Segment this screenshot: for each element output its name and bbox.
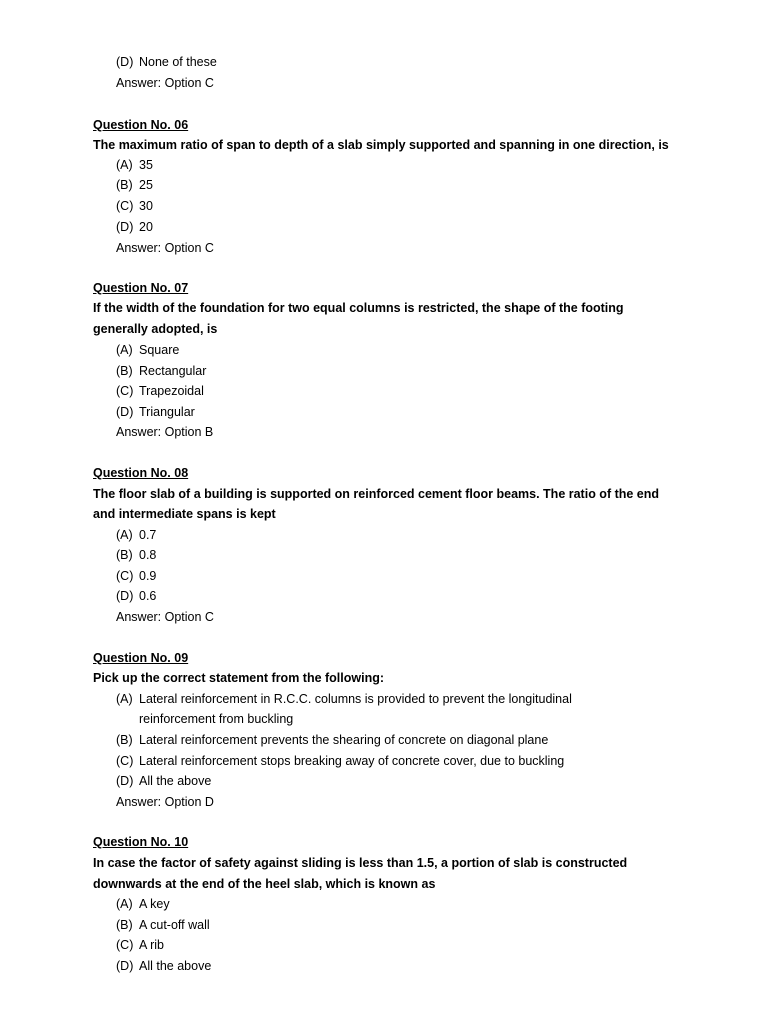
option-b: (B) 25 [116, 178, 153, 192]
answer-text: Answer: Option C [116, 241, 214, 255]
answer-text: Answer: Option C [116, 610, 214, 624]
option-b: (B) 0.8 [116, 548, 157, 562]
option-a: (A) 0.7 [116, 528, 157, 542]
question-heading: Question No. 09 [93, 651, 189, 665]
question-text: Pick up the correct statement from the following: [93, 671, 385, 685]
option-d: (D) None of these [116, 55, 217, 69]
option-d: (D) All the above [116, 959, 212, 973]
question-heading: Question No. 07 [93, 281, 189, 295]
question-text: and intermediate spans is kept [93, 507, 276, 521]
option-a: (A) Lateral reinforcement in R.C.C. columns is provided to prevent the longitudinal [116, 692, 572, 706]
answer-text: Answer: Option B [116, 425, 214, 439]
option-d: (D) 20 [116, 220, 153, 234]
question-heading: Question No. 08 [93, 466, 189, 480]
option-a: (A) 35 [116, 158, 153, 172]
question-text: downwards at the end of the heel slab, which is known as [93, 877, 436, 891]
option-b: (B) Lateral reinforcement prevents the shearing of concrete on diagonal plane [116, 733, 549, 747]
option-c: (C) 0.9 [116, 569, 157, 583]
option-b: (B) Rectangular [116, 364, 207, 378]
question-text: generally adopted, is [93, 322, 218, 336]
question-text: If the width of the foundation for two equal columns is restricted, the shape of the footing [93, 301, 624, 315]
option-c: (C) Lateral reinforcement stops breaking away of concrete cover, due to buckling [116, 754, 565, 768]
question-text: The maximum ratio of span to depth of a slab simply supported and spanning in one direction, is [93, 138, 669, 152]
answer-text: Answer: Option D [116, 795, 214, 809]
option-d: (D) Triangular [116, 405, 195, 419]
option-c: (C) 30 [116, 199, 153, 213]
option-a: (A) Square [116, 343, 180, 357]
option-c: (C) Trapezoidal [116, 384, 204, 398]
option-d: (D) 0.6 [116, 589, 157, 603]
question-heading: Question No. 10 [93, 835, 189, 849]
question-text: In case the factor of safety against sliding is less than 1.5, a portion of slab is constructed [93, 856, 628, 870]
option-c: (C) A rib [116, 938, 165, 952]
option-b: (B) A cut-off wall [116, 918, 210, 932]
option-a-continuation: reinforcement from buckling [139, 712, 294, 726]
option-a: (A) A key [116, 897, 170, 911]
question-heading: Question No. 06 [93, 118, 189, 132]
question-text: The floor slab of a building is supported on reinforced cement floor beams. The ratio of the end [93, 487, 660, 501]
answer-text: Answer: Option C [116, 76, 214, 90]
option-d: (D) All the above [116, 774, 212, 788]
